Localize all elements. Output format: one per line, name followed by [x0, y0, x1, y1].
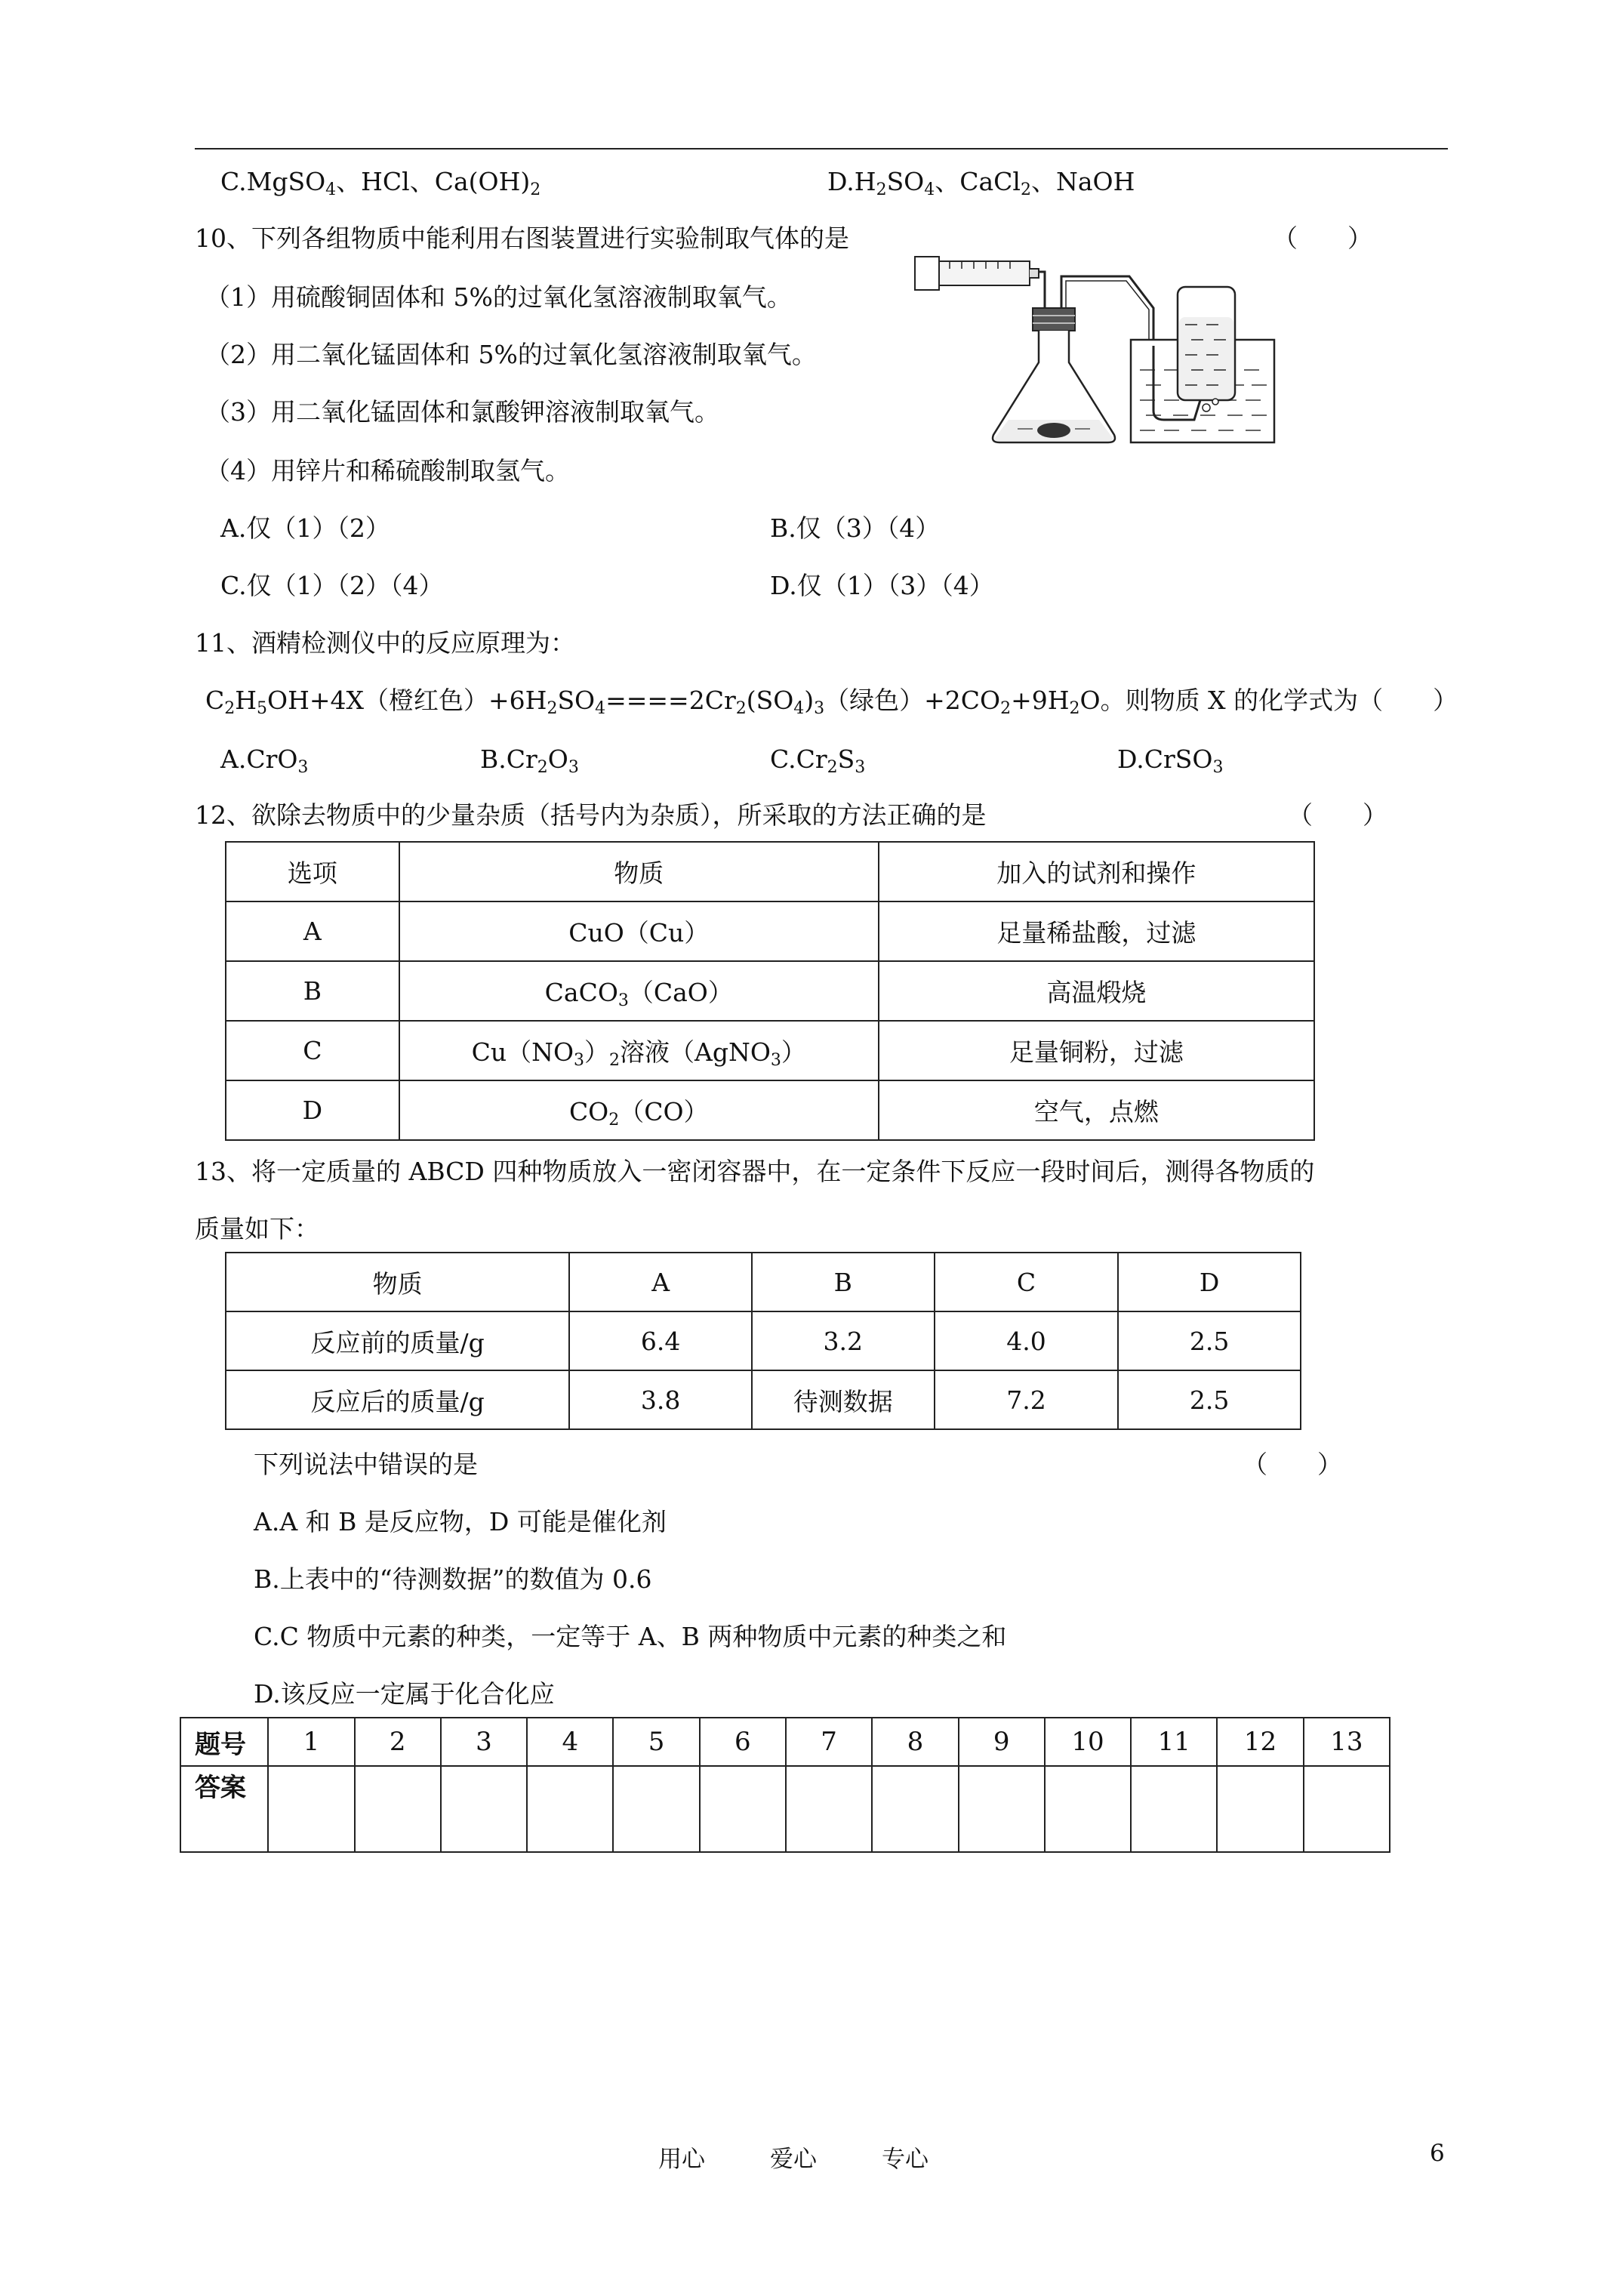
q13-cell: 待测数据 [752, 1370, 935, 1429]
q12-table-header-row [226, 842, 1314, 901]
answer-grid-number: 1 [268, 1718, 354, 1766]
q12-cell-option: B [226, 961, 399, 1021]
q12-stem: 12、欲除去物质中的少量杂质（括号内为杂质），所采取的方法正确的是 [195, 800, 987, 830]
answer-grid-number: 3 [441, 1718, 527, 1766]
q13-cell: 6.4 [569, 1311, 752, 1370]
q13-option-d: D.该反应一定属于化合化应 [254, 1679, 555, 1709]
answer-grid [180, 1717, 1390, 1853]
answer-grid-number: 5 [613, 1718, 699, 1766]
q13-cell: 7.2 [935, 1370, 1119, 1429]
q12-cell-option: A [226, 901, 399, 961]
q10-option-c: C.仅（1）（2）（4） [220, 571, 444, 600]
table-row [226, 961, 1314, 1021]
q12-cell-substance: $Cu(NO_3)_2$溶液（AgNO$_3$） [399, 1021, 879, 1080]
answer-cell[interactable] [441, 1766, 527, 1852]
q12-answer-paren: （ ） [1288, 800, 1387, 830]
q13-header-c: C [935, 1253, 1119, 1311]
footer-motto-2: 爱心 [770, 2146, 817, 2173]
q12-header-option: 选项 [226, 842, 399, 901]
page-number: 6 [1430, 2140, 1445, 2167]
q9-option-c: C.MgSO$_4$、HCl、$Ca(OH)_2$ [220, 167, 541, 199]
q13-table-header-row [226, 1253, 1301, 1311]
q13-cell: 2.5 [1118, 1370, 1301, 1429]
q13-header-b: B [752, 1253, 935, 1311]
answer-grid-number: 9 [959, 1718, 1045, 1766]
q12-cell-option: D [226, 1080, 399, 1140]
answer-grid-number: 2 [355, 1718, 441, 1766]
answer-cell[interactable] [1045, 1766, 1131, 1852]
q13-header-d: D [1118, 1253, 1301, 1311]
answer-cell[interactable] [613, 1766, 699, 1852]
q10-item-1: （1）用硫酸铜固体和 5%的过氧化氢溶液制取氧气。 [205, 282, 792, 312]
answer-grid-number: 4 [527, 1718, 613, 1766]
q10-item-4: （4）用锌片和稀硫酸制取氢气。 [205, 456, 570, 485]
answer-cell[interactable] [1217, 1766, 1303, 1852]
q13-cell: 3.8 [569, 1370, 752, 1429]
q13-answer-paren: （ ） [1243, 1450, 1342, 1479]
q11-equation: $C_2H_5OH+4X$（橙红色）$+6H_2SO_4====2Cr_2(SO_4)_3$（绿色）$+2CO_2+9H_2O$。则物质 X 的化学式为（ ） [205, 686, 1458, 718]
q12-cell-operation: 空气，点燃 [879, 1080, 1314, 1140]
q13-cell: 3.2 [752, 1311, 935, 1370]
q11-option-c: $C.Cr_2S_3$ [770, 744, 866, 777]
q11-option-a: A.CrO$_3$ [220, 744, 309, 777]
q12-header-substance: 物质 [399, 842, 879, 901]
q13-row-label: 反应后的质量/g [226, 1370, 569, 1429]
q10-option-b: B.仅（3）（4） [770, 513, 941, 543]
answer-grid-answer-label: 答案 [180, 1766, 268, 1852]
q10-option-a: A.仅（1）（2） [220, 513, 390, 543]
answer-grid-number: 10 [1045, 1718, 1131, 1766]
q10-item-2: （2）用二氧化锰固体和 5%的过氧化氢溶液制取氧气。 [205, 340, 817, 369]
answer-cell[interactable] [786, 1766, 872, 1852]
answer-grid-number-row [180, 1718, 1390, 1766]
q12-header-operation: 加入的试剂和操作 [879, 842, 1314, 901]
q13-question: 下列说法中错误的是 [254, 1450, 478, 1479]
q9-option-d: $D.H_2SO_4$、CaCl$_2$、NaOH [827, 167, 1135, 199]
gas-generation-apparatus-figure [904, 249, 1283, 451]
q12-cell-operation: 足量铜粉，过滤 [879, 1021, 1314, 1080]
answer-grid-answer-row [180, 1766, 1390, 1852]
q13-stem-line1: 13、将一定质量的 ABCD 四种物质放入一密闭容器中，在一定条件下反应一段时间后，测得各物质的 [195, 1157, 1315, 1186]
table-row [226, 1311, 1301, 1370]
answer-grid-number-label: 题号 [180, 1718, 268, 1766]
q13-option-b: B.上表中的“待测数据”的数值为 0.6 [254, 1564, 652, 1594]
answer-cell[interactable] [268, 1766, 354, 1852]
q13-header-a: A [569, 1253, 752, 1311]
q12-cell-substance: CuO（Cu） [399, 901, 879, 961]
answer-grid-number: 6 [700, 1718, 786, 1766]
q13-header-substance: 物质 [226, 1253, 569, 1311]
answer-grid-number: 7 [786, 1718, 872, 1766]
q10-item-3: （3）用二氧化锰固体和氯酸钾溶液制取氧气。 [205, 397, 719, 427]
answer-cell[interactable] [355, 1766, 441, 1852]
answer-cell[interactable] [959, 1766, 1045, 1852]
q12-cell-substance: CaCO$_3$（CaO） [399, 961, 879, 1021]
answer-grid-number: 8 [872, 1718, 958, 1766]
table-row [226, 901, 1314, 961]
q11-option-d: D.CrSO$_3$ [1117, 744, 1224, 777]
table-row [226, 1370, 1301, 1429]
answer-cell[interactable] [527, 1766, 613, 1852]
q10-stem: 10、下列各组物质中能利用右图装置进行实验制取气体的是 [195, 223, 849, 253]
q10-option-d: D.仅（1）（3）（4） [770, 571, 994, 600]
q13-option-a: A.A 和 B 是反应物，D 可能是催化剂 [254, 1507, 667, 1536]
answer-grid-number: 11 [1131, 1718, 1217, 1766]
q10-answer-paren: （ ） [1273, 223, 1372, 253]
q12-cell-substance: $CO_2(CO)$ [399, 1080, 879, 1140]
answer-grid-number: 13 [1304, 1718, 1390, 1766]
q13-option-c: C.C 物质中元素的种类，一定等于 A、B 两种物质中元素的种类之和 [254, 1622, 1007, 1651]
answer-cell[interactable] [1304, 1766, 1390, 1852]
q13-stem-line2: 质量如下： [195, 1214, 319, 1244]
q12-table [225, 841, 1315, 1141]
q13-row-label: 反应前的质量/g [226, 1311, 569, 1370]
footer-motto-1: 用心 [658, 2146, 705, 2173]
q11-option-b: $B.Cr_2O_3$ [480, 744, 579, 777]
table-row [226, 1080, 1314, 1140]
q13-cell: 4.0 [935, 1311, 1119, 1370]
answer-cell[interactable] [700, 1766, 786, 1852]
answer-cell[interactable] [1131, 1766, 1217, 1852]
q12-cell-operation: 足量稀盐酸，过滤 [879, 901, 1314, 961]
answer-cell[interactable] [872, 1766, 958, 1852]
q12-cell-operation: 高温煅烧 [879, 961, 1314, 1021]
footer-motto-3: 专心 [882, 2146, 929, 2173]
answer-grid-number: 12 [1217, 1718, 1303, 1766]
q13-mass-table [225, 1252, 1301, 1430]
q12-cell-option: C [226, 1021, 399, 1080]
q13-cell: 2.5 [1118, 1311, 1301, 1370]
q11-stem: 11、酒精检测仪中的反应原理为： [195, 628, 575, 658]
header-rule [195, 148, 1448, 149]
table-row [226, 1021, 1314, 1080]
